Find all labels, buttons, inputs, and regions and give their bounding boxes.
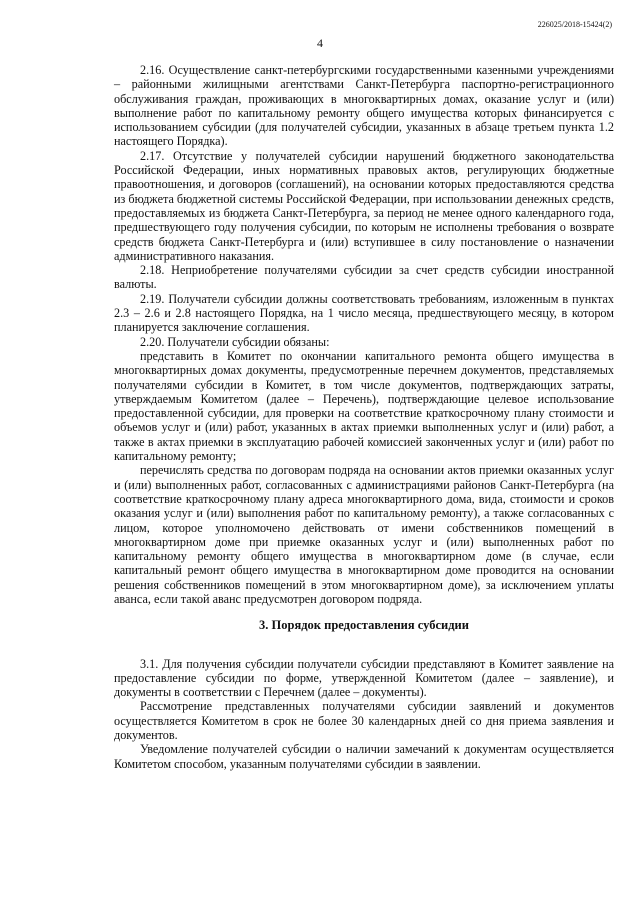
page-number: 4	[317, 36, 323, 50]
paragraph-2-19: 2.19. Получатели субсидии должны соответствовать требованиям, изложенным в пунктах 2.3 – 2.6 и 2.8 настоящего Порядка, на 1 число месяца, предшествующего месяцу, в котором планируется заключение соглашения.	[114, 291, 614, 335]
document-number: 226025/2018-15424(2)	[537, 20, 612, 29]
paragraph-notification: Уведомление получателей субсидии о наличии замечаний к документам осуществляется Комитетом способом, указанным получателями субсидии в заявлении.	[114, 742, 614, 771]
paragraph-transfer-funds: перечислять средства по договорам подряда на основании актов приемки оказанных услуг и (или) выполненных работ, согласованных с администрациями районов Санкт-Петербурга (на соответствие краткосрочному плану адреса многоквартирного дома, вида, стоимости и сроков оказания услуг и (или) выполнения работ по капитальному ремонту), а также согласованных с лицом, которое уполномочено действовать от имени собственников помещений в многоквартирном доме при приемке оказанных услуг и (или) выполненных работ по капитальному ремонту общего имущества в многоквартирном доме (в случае, если капитальный ремонт общего имущества в многоквартирном доме проводится на основании решения собственников помещений в этом многоквартирном доме), за исключением уплаты аванса, если такой аванс предусмотрен договором подряда.	[114, 463, 614, 606]
paragraph-2-18: 2.18. Неприобретение получателями субсидии за счет средств субсидии иностранной валюты.	[114, 263, 614, 292]
paragraph-2-16: 2.16. Осуществление санкт-петербургскими государственными казенными учреждениями – районными жилищными агентствами Санкт-Петербурга паспортно-регистрационного обслуживания граждан, проживающих в многоквартирных домах, оказание услуг и (или) выполнение работ по капитальному ремонту общего имущества которых финансируется с использованием субсидии (для получателей субсидии, указанных в абзаце третьем пункта 1.2 настоящего Порядка).	[114, 63, 614, 149]
paragraph-2-17: 2.17. Отсутствие у получателей субсидии нарушений бюджетного законодательства Российской Федерации, иных нормативных правовых актов, регулирующих бюджетные правоотношения, и договоров (соглашений), на основании которых предоставляются средства из бюджета бюджетной системы Российской Федерации, при использовании денежных средств, предоставляемых из бюджета Санкт-Петербурга, за период не менее одного календарного года, предшествующего году получения субсидии, по которым не исполнены требования о возврате средств бюджета Санкт-Петербурга и (или) вступившее в силу постановление о назначении административного наказания.	[114, 148, 614, 263]
document-body	[114, 63, 614, 771]
section-heading: 3. Порядок предоставления субсидии	[259, 618, 469, 633]
paragraph-2-20: 2.20. Получатели субсидии обязаны:	[140, 334, 330, 349]
paragraph-3-1: 3.1. Для получения субсидии получатели субсидии представляют в Комитет заявление на предоставление субсидии по форме, утвержденной Комитетом (далее – заявление), и документы в соответствии с Перечнем (далее – документы).	[114, 656, 614, 700]
paragraph-review: Рассмотрение представленных получателями субсидии заявлений и документов осуществляется Комитетом в срок не более 30 календарных дней со дня приема заявления и документов.	[114, 699, 614, 743]
paragraph-submit-documents: представить в Комитет по окончании капитального ремонта общего имущества в многоквартирных домах документы, предусмотренные перечнем документов, представляемых получателями субсидии в Комитет, в том числе документов, подтверждающих затраты, утверждаемым Комитетом (далее – Перечень), подтверждающие целевое использование предоставленной субсидии, для проверки на соответствие краткосрочному плану стоимости и объемов услуг и (или) работ, указанных в актах приемки выполненных услуг и (или) работ, а также в актах приемки в эксплуатацию рабочей комиссией законченных услуг и (или) работ по капитальному ремонту;	[114, 348, 614, 464]
